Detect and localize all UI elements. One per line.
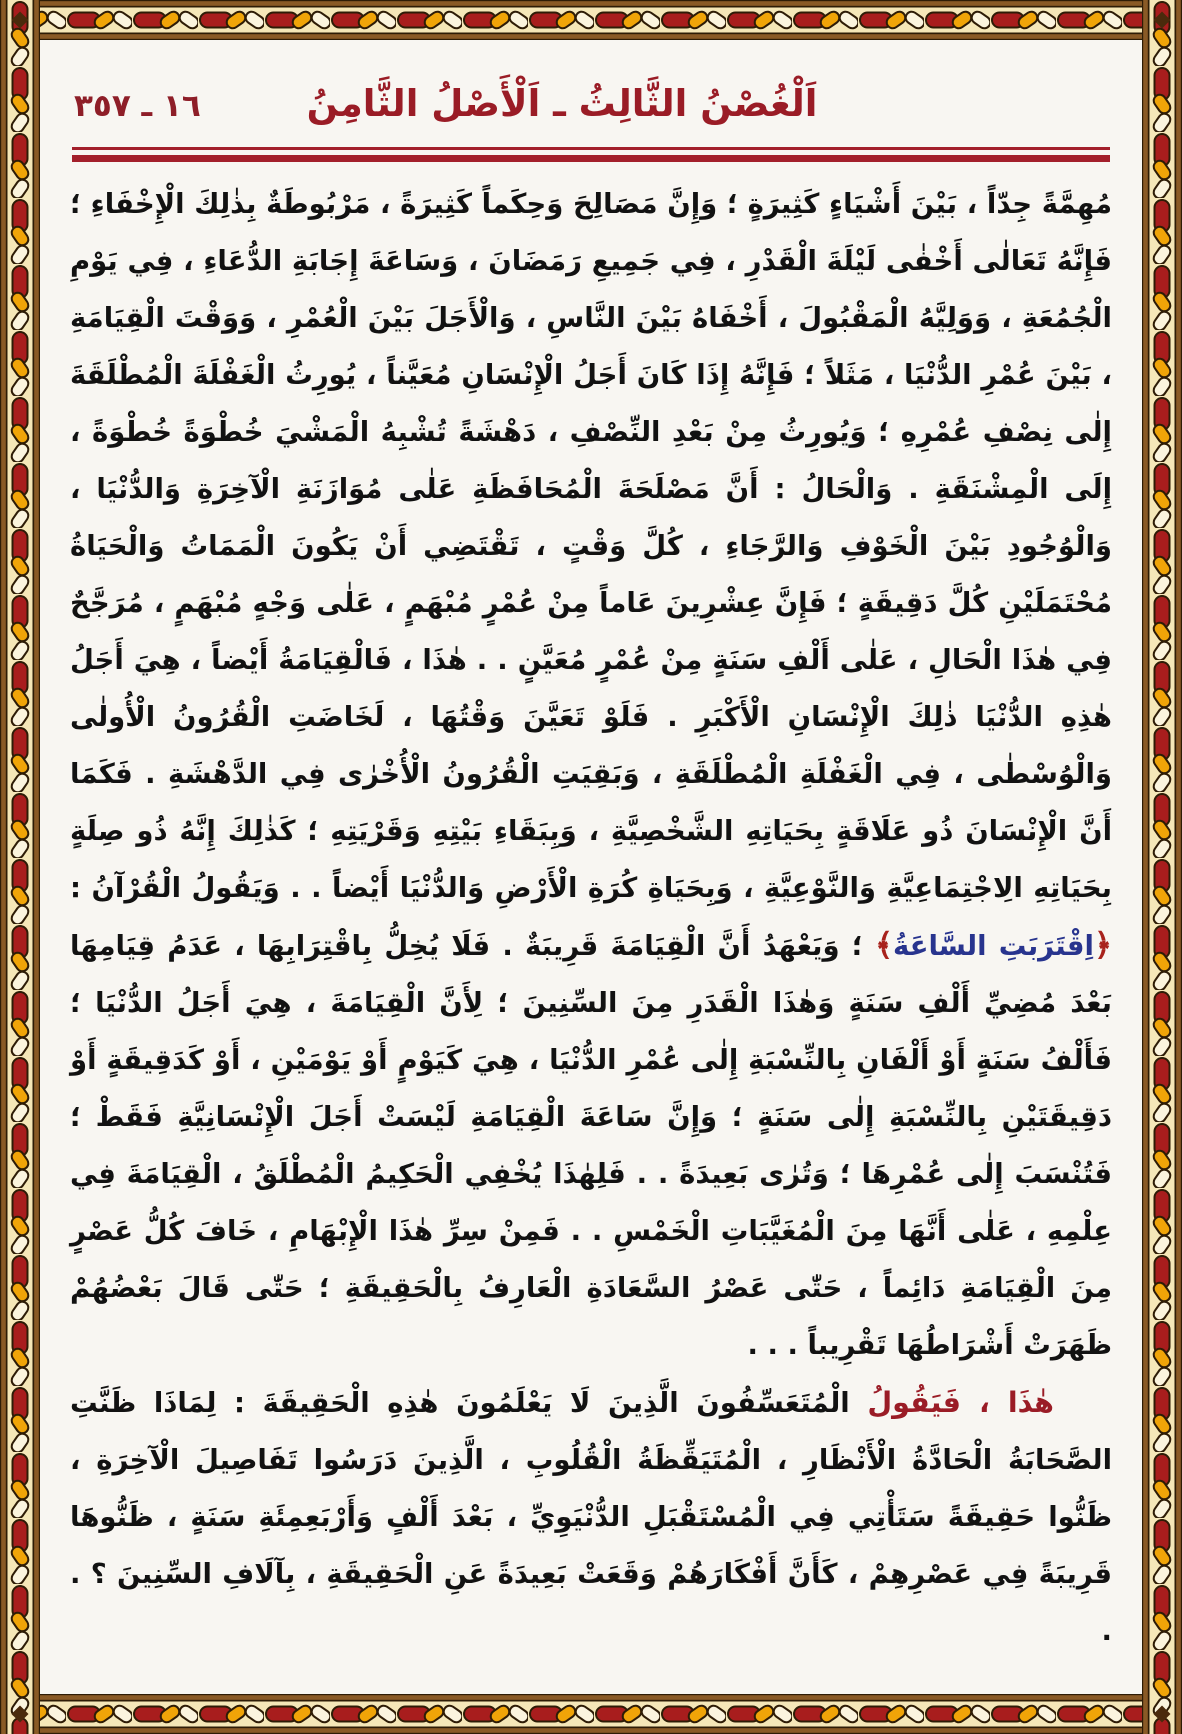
border-ornament-left (0, 0, 40, 1734)
paragraph-2 (70, 1374, 1112, 1660)
paragraph-text: ؛ وَيَعْهَدُ أَنَّ الْقِيَامَةَ قَرِيبَةٌ . فَلَا يُخِلُّ بِاقْتِرَابِهَا ، عَدَمُ قِيَامِهَا بَعْدَ مُضِيِّ أَلْفِ سَنَةٍ وَهٰذَا الْقَدَرِ مِنَ السِّنِينَ ؛ لِأَنَّ الْقِيَامَةَ ، هِيَ أَجَلُ الدُّنْيَا ؛ فَأَلْفُ سَنَةٍ أَوْ أَلْفَانِ بِالنِّسْبَةِ إِلٰى عُمْرِ الدُّنْيَا ، هِيَ كَيَوْمٍ أَوْ يَوْمَيْنِ ، أَوْ كَدَقِيقَةٍ أَوْ دَقِيقَتَيْنِ بِالنِّسْبَةِ إِلٰى سَنَةٍ ؛ وَإِنَّ سَاعَةَ الْقِيَامَةِ لَيْسَتْ أَجَلَ الْإِنْسَانِيَّةِ فَقَطْ ؛ فَتُنْسَبَ إِلٰى عُمْرِهَا ؛ وَتُرٰى بَعِيدَةً . . فَلِهٰذَا يُخْفِي الْحَكِيمُ الْمُطْلَقُ ، الْقِيَامَةَ فِي عِلْمِهِ ، عَلٰى أَنَّهَا مِنَ الْمُغَيَّبَاتِ الْخَمْسِ . . فَمِنْ سِرِّ هٰذَا الْإِبْهَامِ ، خَافَ كُلُّ عَصْرٍ مِنَ الْقِيَامَةِ دَائِماً ، حَتّٰى عَصْرُ السَّعَادَةِ الْعَارِفُ بِالْحَقِيقَةِ ؛ حَتّٰى قَالَ بَعْضُهُمْ ظَهَرَتْ أَشْرَاطُهَا تَقْرِيباً . . . (70, 930, 1112, 1361)
page-number: ١٦ ـ ٣٥٧ (74, 88, 201, 124)
border-ornament-right (1142, 0, 1182, 1734)
page-title: اَلْغُصْنُ الثَّالِثُ ـ اَلْأَصْلُ الثَّامِنُ (306, 82, 818, 125)
paragraph-lead-red: هٰذَا ، فَيَقُولُ (867, 1385, 1054, 1419)
border-ornament-bottom (0, 1694, 1182, 1734)
header-rule (72, 147, 1110, 162)
paragraph-text: مُهِمَّةً جِدّاً ، بَيْنَ أَشْيَاءٍ كَثِيرَةٍ ؛ وَإِنَّ مَصَالِحَ وَحِكَماً كَثِيرَةً ، مَرْبُوطَةٌ بِذٰلِكَ الْإِخْفَاءِ ؛ فَإِنَّهُ تَعَالٰى أَخْفٰى لَيْلَةَ الْقَدْرِ ، فِي جَمِيعِ رَمَضَانَ ، وَسَاعَةَ إِجَابَةِ الدُّعَاءِ ، فِي يَوْمِ الْجُمُعَةِ ، وَوَلِيَّهُ الْمَقْبُولَ ، أَخْفَاهُ بَيْنَ النَّاسِ ، وَالْأَجَلَ بَيْنَ الْعُمْرِ ، وَوَقْتَ الْقِيَامَةِ ، بَيْنَ عُمْرِ الدُّنْيَا ، مَثَلاً ؛ فَإِنَّهُ إِذَا كَانَ أَجَلُ الْإِنْسَانِ مُعَيَّناً ، يُورِثُ الْغَفْلَةَ الْمُطْلَقَةَ إِلٰى نِصْفِ عُمْرِهِ ؛ وَيُورِثُ مِنْ بَعْدِ النِّصْفِ ، دَهْشَةً تُشْبِهُ الْمَشْيَ خُطْوَةً خُطْوَةً ، إِلَى الْمِشْنَقَةِ . وَالْحَالُ : أَنَّ مَصْلَحَةَ الْمُحَافَظَةِ عَلٰى مُوَازَنَةِ الْآخِرَةِ وَالدُّنْيَا ، وَالْوُجُودِ بَيْنَ الْخَوْفِ وَالرَّجَاءِ ، كُلَّ وَقْتٍ ، تَقْتَضِي أَنْ يَكُونَ الْمَمَاتُ وَالْحَيَاةُ مُحْتَمَلَيْنِ كُلَّ دَقِيقَةٍ ؛ فَإِنَّ عِشْرِينَ عَاماً مِنْ عُمْرٍ مُبْهَمٍ ، عَلٰى وَجْهٍ مُبْهَمٍ ، مُرَجَّحٌ فِي هٰذَا الْحَالِ ، عَلٰى أَلْفِ سَنَةٍ مِنْ عُمْرٍ مُعَيَّنٍ . . هٰذَا ، فَالْقِيَامَةُ أَيْضاً ، هِيَ أَجَلُ هٰذِهِ الدُّنْيَا ذٰلِكَ الْإِنْسَانِ الْأَكْبَرِ . فَلَوْ تَعَيَّنَ وَقْتُهَا ، لَخَاضَتِ الْقُرُونُ الْأُولٰى وَالْوُسْطٰى ، فِي الْغَفْلَةِ الْمُطْلَقَةِ ، وَبَقِيَتِ الْقُرُونُ الْأُخْرٰى فِي الدَّهْشَةِ . فَكَمَا أَنَّ الْإِنْسَانَ ذُو عَلَاقَةٍ بِحَيَاتِهِ الشَّخْصِيَّةِ ، وَبِبَقَاءِ بَيْتِهِ وَقَرْيَتِهِ ؛ كَذٰلِكَ إِنَّهُ ذُو صِلَةٍ بِحَيَاتِهِ الِاجْتِمَاعِيَّةِ وَالنَّوْعِيَّةِ ، وَبِحَيَاةِ كُرَةِ الْأَرْضِ وَالدُّنْيَا أَيْضاً . . وَيَقُولُ الْقُرْآنُ : (70, 188, 1112, 904)
quran-quote: اِقْتَرَبَتِ السَّاعَةُ (893, 930, 1094, 962)
border-ornament-top (0, 0, 1182, 40)
body-text (70, 176, 1112, 1688)
header-rule-thick-line (72, 155, 1110, 162)
paragraph-1 (70, 176, 1112, 1374)
ornate-bracket-open-icon: ﴿ (1093, 927, 1112, 963)
ornate-bracket-close-icon: ﴾ (874, 927, 894, 963)
paragraph-text: الْمُتَعَسِّفُونَ الَّذِينَ لَا يَعْلَمُونَ هٰذِهِ الْحَقِيقَةَ : لِمَاذَا ظَنَّتِ الصَّحَابَةُ الْحَادَّةُ الْأَنْظَارِ ، الْمُتَيَقِّظَةُ الْقُلُوبِ ، الَّذِينَ دَرَسُوا تَفَاصِيلَ الْآخِرَةِ ، ظَنُّوا حَقِيقَةً سَتَأْتِي فِي الْمُسْتَقْبَلِ الدُّنْيَوِيِّ ، بَعْدَ أَلْفٍ وَأَرْبَعِمِئَةِ سَنَةٍ ، ظَنُّوهَا قَرِيبَةً فِي عَصْرِهِمْ ، كَأَنَّ أَفْكَارَهُمْ وَقَعَتْ بَعِيدَةً عَنِ الْحَقِيقَةِ ، بِآلَافِ السِّنِينَ ؟ . . (70, 1387, 1112, 1647)
